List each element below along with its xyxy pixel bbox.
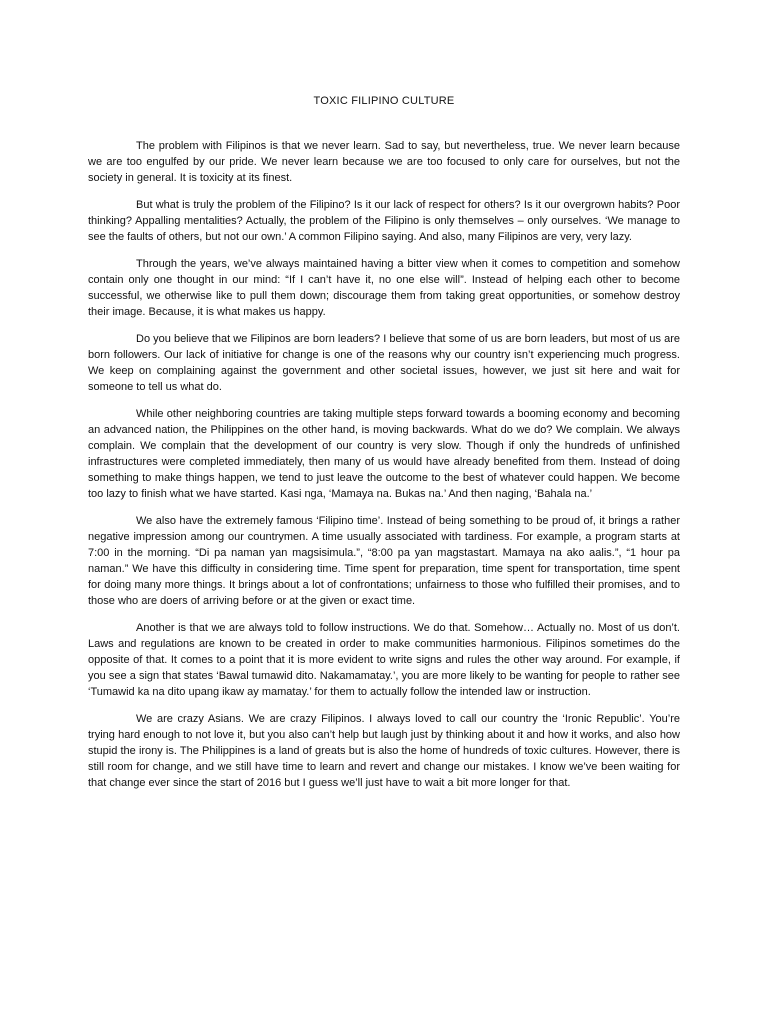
- document-title: TOXIC FILIPINO CULTURE: [313, 95, 455, 107]
- paragraph-5: While other neighboring countries are taking multiple steps forward towards a booming economy and becoming an advanced nation, the Philippines on the other hand, is moving backwards. What do we do? We complain. We always complain. We complain that the development of our country is very slow. Though if only the hundreds of unfinished infrastructures were completed immediately, then many of us would have already benefited from them. Instead of doing something to make things happen, we tend to just leave the outcome to the best of whatever could happen. We become too lazy to finish what we have started. Kasi nga, ‘Mamaya na. Bukas na.’ And then naging, ‘Bahala na.’: [88, 408, 680, 500]
- document-body: [88, 138, 680, 802]
- paragraph-4: Do you believe that we Filipinos are born leaders? I believe that some of us are born leaders, but most of us are born followers. Our lack of initiative for change is one of the reasons why our country isn’t experiencing much progress. We keep on complaining against the government and other societal issues, however, we just sit here and wait for someone to tell us what do.: [88, 333, 680, 393]
- paragraph-3: Through the years, we’ve always maintained having a bitter view when it comes to competition and somehow contain only one thought in our mind: “If I can’t have it, no one else will”. Instead of helping each other to become successful, we otherwise like to pull them down; discourage them from taking great opportunities, or somehow destroy their image. Because, it is what makes us happy.: [88, 258, 680, 318]
- paragraph-7: Another is that we are always told to follow instructions. We do that. Somehow… Actually no. Most of us don’t. Laws and regulations are known to be created in order to make communities harmonious. Filipinos sometimes do the opposite of that. It comes to a point that it is more evident to write signs and rules the other way around. For example, if you see a sign that states ‘Bawal tumawid dito. Nakamamatay.’, you are more likely to be wanting for people to rather see ‘Tumawid ka na dito upang ikaw ay mamatay.’ for them to actually follow the intended law or instruction.: [88, 622, 680, 698]
- paragraph-2: But what is truly the problem of the Filipino? Is it our lack of respect for others? Is it our overgrown habits? Poor thinking? Appalling mentalities? Actually, the problem of the Filipino is only themselves – only ourselves. ‘We manage to see the faults of others, but not our own.’ A common Filipino saying. And also, many Filipinos are very, very lazy.: [88, 199, 680, 243]
- paragraph-6: We also have the extremely famous ‘Filipino time’. Instead of being something to be proud of, it brings a rather negative impression among our countrymen. A time usually associated with tardiness. For example, a program starts at 7:00 in the morning. “Di pa naman yan magsisimula.”, “8:00 pa yan magstastart. Mamaya na ako aalis.”, “1 hour pa naman.” We have this difficulty in considering time. Time spent for preparation, time spent for transportation, time spent for doing many more things. It brings about a lot of confrontations; unfairness to those who fulfilled their promises, and to those who are doers of arriving before or at the given or exact time.: [88, 515, 680, 607]
- paragraph-8: We are crazy Asians. We are crazy Filipinos. I always loved to call our country the ‘Ironic Republic’. You’re trying hard enough to not love it, but you also can’t help but laugh just by thinking about it and how it works, and also how stupid the irony is. The Philippines is a land of greats but is also the home of hundreds of toxic cultures. However, there is still room for change, and we still have time to learn and revert and change our mistakes. I know we’ve been waiting for that change ever since the start of 2016 but I guess we’ll just have to wait a bit more longer for that.: [88, 713, 680, 789]
- paragraph-1: The problem with Filipinos is that we never learn. Sad to say, but nevertheless, true. We never learn because we are too engulfed by our pride. We never learn because we are too focused to only care for ourselves, but not the society in general. It is toxicity at its finest.: [88, 140, 680, 184]
